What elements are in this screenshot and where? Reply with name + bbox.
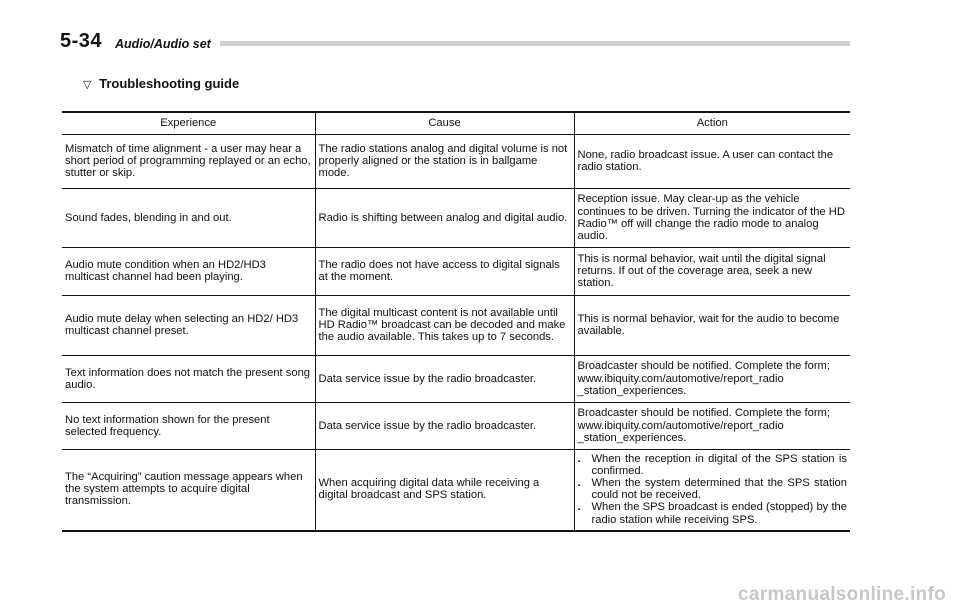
triangle-marker-icon: ▽ [83, 79, 92, 91]
cause-cell: Radio is shifting between analog and digital audio. [315, 189, 574, 248]
bullet-dot-icon: . [577, 501, 581, 514]
bullet-text: When the reception in digital of the SPS station is confirmed. [591, 453, 847, 478]
table-row [62, 248, 850, 296]
troubleshooting-table [62, 111, 850, 532]
subheading [83, 76, 239, 91]
bullet-item [578, 453, 848, 477]
column-header-action: Action [574, 112, 850, 135]
column-header-cause: Cause [315, 112, 574, 135]
column-header-experience: Experience [62, 112, 315, 135]
table-row [62, 356, 850, 403]
action-cell: None, radio broadcast issue. A user can contact the radio station. [574, 135, 850, 189]
page-header [60, 30, 850, 54]
experience-cell: Audio mute delay when selecting an HD2/ HD3 multicast channel preset. [62, 296, 315, 356]
cause-cell: Data service issue by the radio broadcaster. [315, 356, 574, 403]
action-cell: Broadcaster should be notified. Complete the form; www.ibiquity.com/automotive/report_radio _station_experiences. [574, 403, 850, 450]
watermark[interactable]: carmanualsonline.info [738, 584, 946, 605]
section-title: Audio/Audio set [115, 37, 211, 51]
cause-cell: Data service issue by the radio broadcaster. [315, 403, 574, 450]
experience-cell: Mismatch of time alignment - a user may hear a short period of programming replayed or an echo, stutter or skip. [62, 135, 315, 189]
action-cell: This is normal behavior, wait until the digital signal returns. If out of the coverage area, seek a new station. [574, 248, 850, 296]
header-rule [220, 41, 850, 46]
action-cell: Reception issue. May clear-up as the vehicle continues to be driven. Turning the indicator of the HD Radio™ off will change the radio mode to analog audio. [574, 189, 850, 248]
table-row [62, 189, 850, 248]
page-number: 5-34 [60, 30, 103, 52]
cause-cell: The digital multicast content is not available until HD Radio™ broadcast can be decoded and make the audio available. This takes up to 7 seconds. [315, 296, 574, 356]
bullet-dot-icon: . [577, 453, 581, 466]
action-cell: This is normal behavior, wait for the audio to become available. [574, 296, 850, 356]
cause-cell: The radio does not have access to digital signals at the moment. [315, 248, 574, 296]
cause-cell: When acquiring digital data while receiving a digital broadcast and SPS station. [315, 450, 574, 531]
table-header-row [62, 112, 850, 135]
bullet-item [578, 477, 848, 501]
action-cell [574, 450, 850, 531]
action-cell: Broadcaster should be notified. Complete the form; www.ibiquity.com/automotive/report_radio _station_experiences. [574, 356, 850, 403]
bullet-item [578, 501, 848, 525]
table-row [62, 135, 850, 189]
experience-cell: Text information does not match the present song audio. [62, 356, 315, 403]
table-row [62, 296, 850, 356]
bullet-dot-icon: . [577, 477, 581, 490]
table-row [62, 450, 850, 531]
experience-cell: The “Acquiring” caution message appears when the system attempts to acquire digital transmission. [62, 450, 315, 531]
table-row [62, 403, 850, 450]
experience-cell: Sound fades, blending in and out. [62, 189, 315, 248]
cause-cell: The radio stations analog and digital volume is not properly aligned or the station is in ballgame mode. [315, 135, 574, 189]
bullet-text: When the system determined that the SPS station could not be received. [591, 477, 847, 502]
subheading-title: Troubleshooting guide [99, 76, 240, 91]
experience-cell: Audio mute condition when an HD2/HD3 multicast channel had been playing. [62, 248, 315, 296]
experience-cell: No text information shown for the present selected frequency. [62, 403, 315, 450]
bullet-text: When the SPS broadcast is ended (stopped) by the radio station while receiving SPS. [591, 501, 847, 526]
